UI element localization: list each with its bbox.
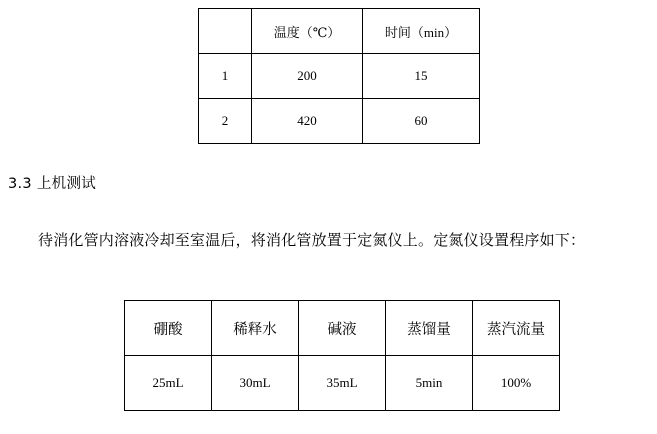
table2-value-alkali: 35mL [299,356,386,411]
table2-header-steam-flow: 蒸汽流量 [473,301,560,356]
table2-value-steam-flow: 100% [473,356,560,411]
table1-row2-index: 2 [199,99,252,144]
table-row [199,9,480,54]
table1-header-temperature: 温度（℃） [252,9,363,54]
table1-row1-time: 15 [363,54,480,99]
table2-header-distillation-volume: 蒸馏量 [386,301,473,356]
digestion-program-table [198,8,480,144]
table-row [125,301,560,356]
table2-header-boric-acid: 硼酸 [125,301,212,356]
table2-value-dilution-water: 30mL [212,356,299,411]
table-row [199,99,480,144]
table1-row1-index: 1 [199,54,252,99]
table-row [125,356,560,411]
table2-header-dilution-water: 稀释水 [212,301,299,356]
table1-row1-temperature: 200 [252,54,363,99]
table1-header-blank [199,9,252,54]
table1-header-time: 时间（min） [363,9,480,54]
table1-row2-temperature: 420 [252,99,363,144]
table1-row2-time: 60 [363,99,480,144]
table-row [199,54,480,99]
table2-header-alkali: 碱液 [299,301,386,356]
section-paragraph: 待消化管内溶液冷却至室温后，将消化管放置于定氮仪上。定氮仪设置程序如下： [38,233,586,249]
table2-value-distillation-volume: 5min [386,356,473,411]
instrument-settings-table [124,300,560,411]
table2-value-boric-acid: 25mL [125,356,212,411]
section-heading: 3.3 上机测试 [8,176,97,192]
